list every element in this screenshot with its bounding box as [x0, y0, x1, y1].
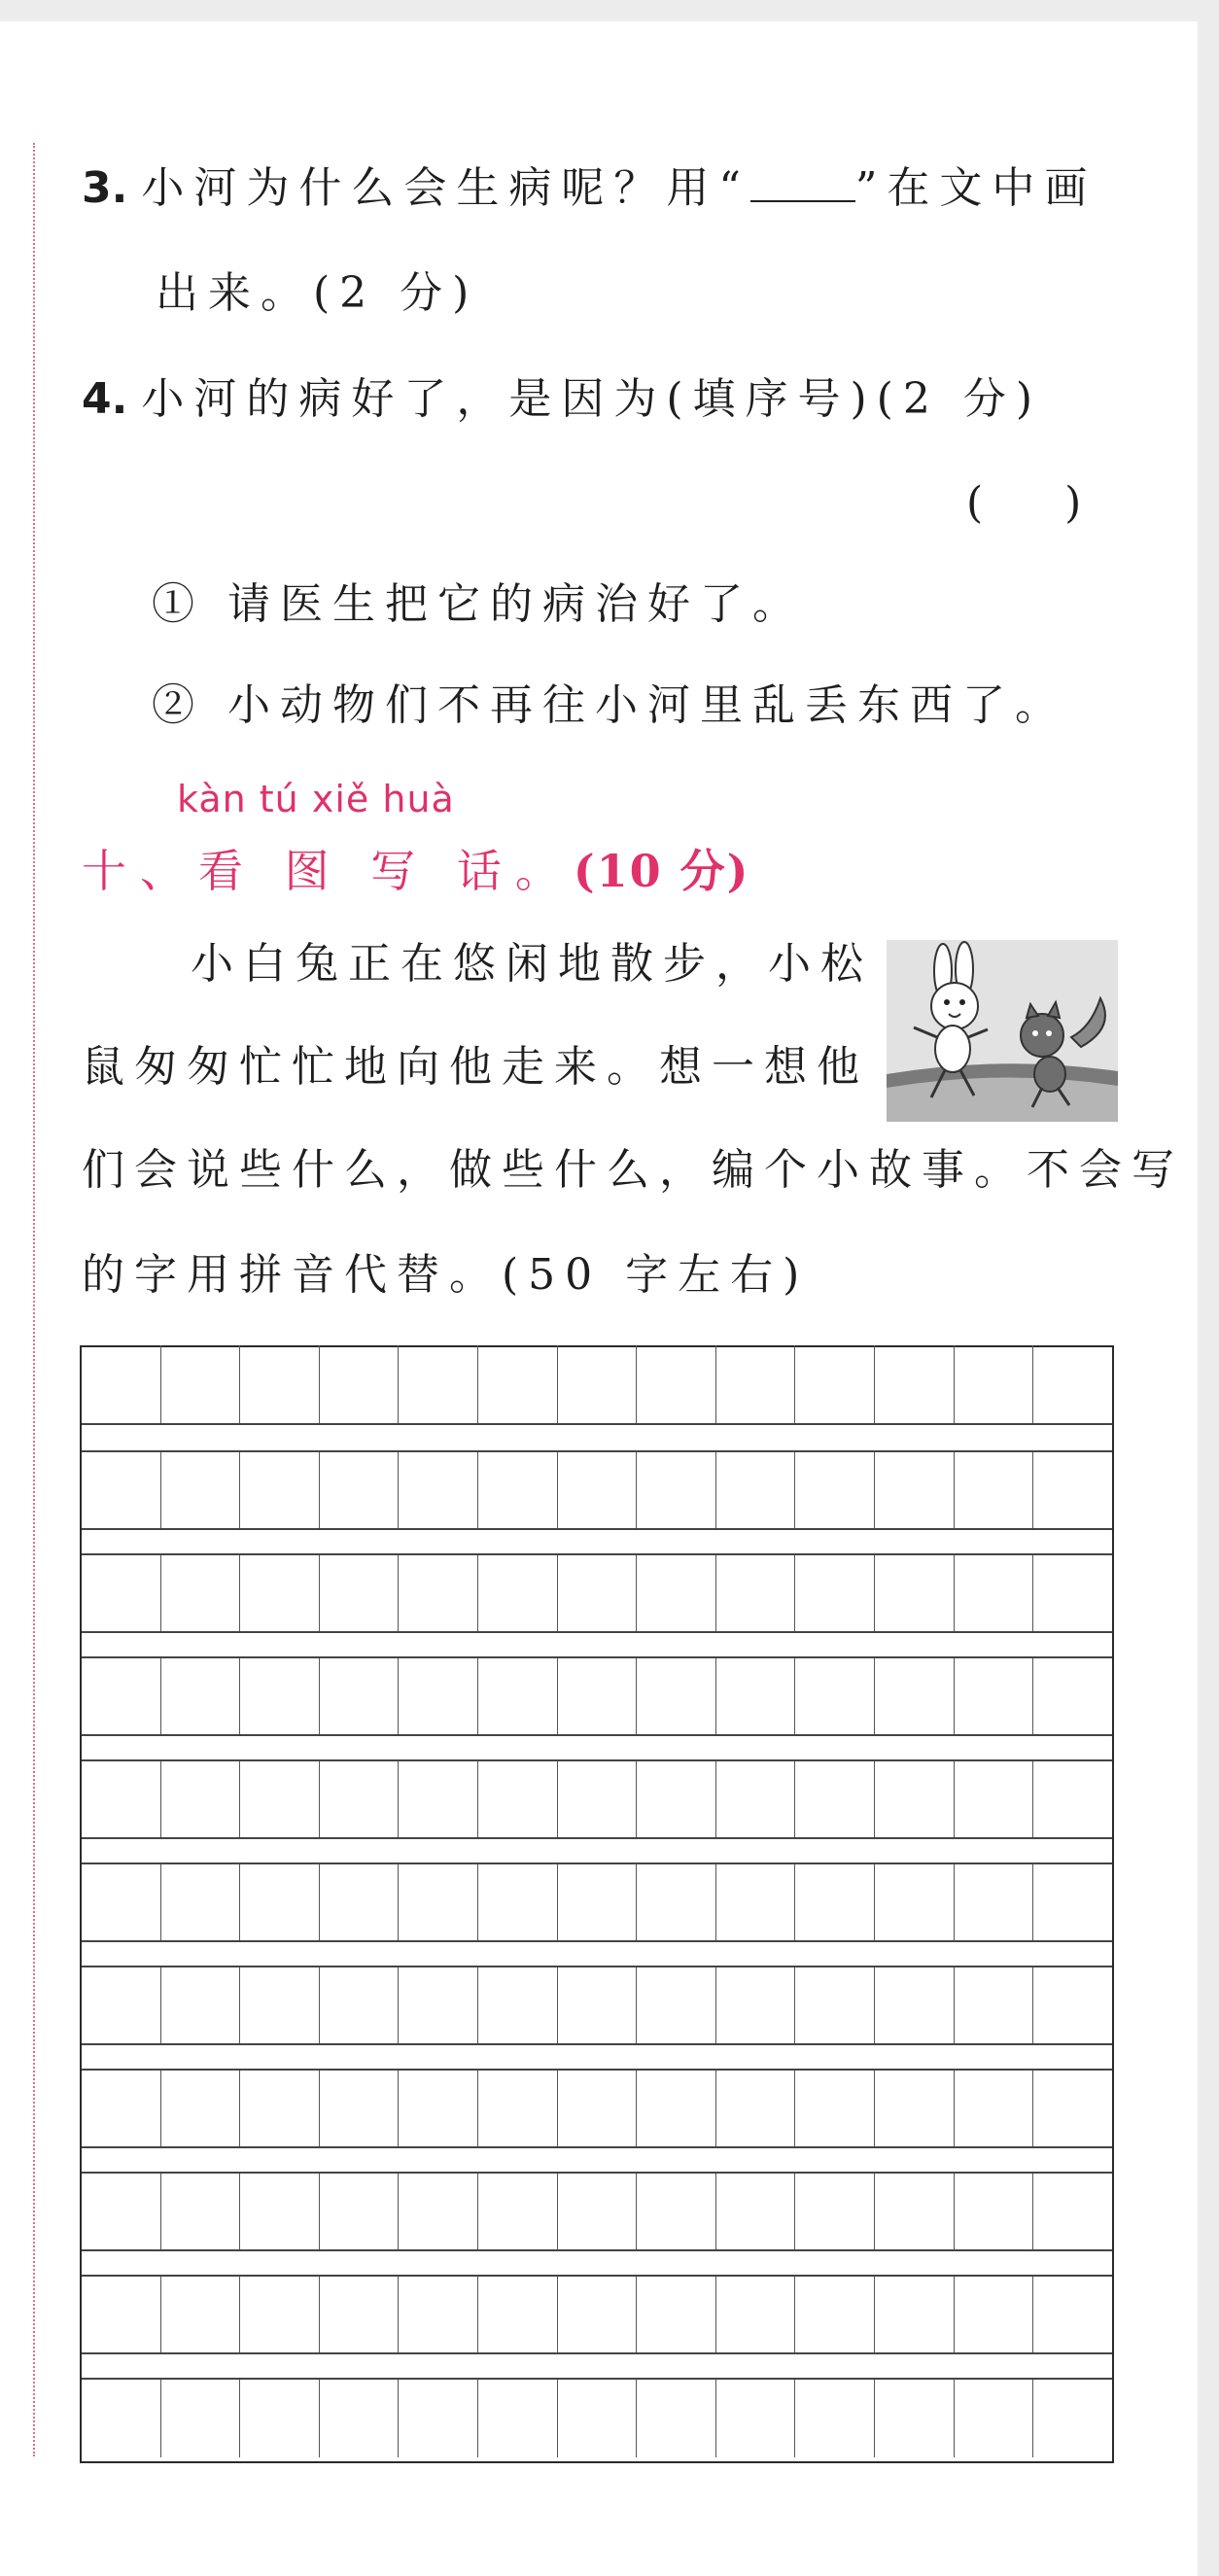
- grid-cell[interactable]: [240, 1345, 320, 1423]
- question-3-line-1: [82, 163, 1097, 213]
- question-4-option-1: ① 请医生把它的病治好了。: [152, 579, 805, 629]
- grid-cell[interactable]: [716, 2277, 796, 2352]
- grid-cell[interactable]: [558, 2277, 638, 2352]
- grid-cell[interactable]: [558, 1658, 638, 1734]
- grid-cell[interactable]: [637, 2380, 716, 2457]
- grid-cell[interactable]: [637, 1555, 716, 1631]
- grid-cell[interactable]: [716, 2380, 796, 2457]
- grid-cell[interactable]: [955, 1452, 1034, 1528]
- grid-cell[interactable]: [320, 2277, 400, 2352]
- grid-cell[interactable]: [1033, 1761, 1112, 1837]
- grid-cell[interactable]: [161, 2071, 241, 2146]
- grid-cell[interactable]: [399, 1967, 478, 2043]
- worksheet-page: [0, 21, 1198, 2576]
- grid-cell[interactable]: [716, 1967, 796, 2043]
- grid-cell[interactable]: [637, 2174, 716, 2249]
- grid-cell[interactable]: [240, 1864, 320, 1940]
- grid-cell[interactable]: [320, 1555, 400, 1631]
- grid-cell[interactable]: [82, 1345, 161, 1423]
- grid-cell[interactable]: [399, 1345, 478, 1423]
- grid-cell[interactable]: [399, 2174, 478, 2249]
- section-title-period: 。: [514, 845, 574, 897]
- grid-cell[interactable]: [320, 1967, 400, 2043]
- grid-cell[interactable]: [1033, 1864, 1112, 1940]
- grid-cell[interactable]: [240, 2174, 320, 2249]
- grid-cell[interactable]: [478, 2071, 558, 2146]
- grid-row: [82, 1450, 1112, 1530]
- section-pinyin: kàn tú xiě huà: [177, 778, 455, 820]
- grid-cell[interactable]: [1033, 1345, 1112, 1423]
- grid-cell[interactable]: [82, 2277, 161, 2352]
- grid-cell[interactable]: [320, 1452, 400, 1528]
- grid-cell[interactable]: [161, 1658, 241, 1734]
- grid-cell[interactable]: [240, 1658, 320, 1734]
- section-score: (10 分): [573, 845, 750, 897]
- grid-cell[interactable]: [320, 2071, 400, 2146]
- grid-cell[interactable]: [875, 1761, 955, 1837]
- grid-cell[interactable]: [955, 1761, 1034, 1837]
- grid-cell[interactable]: [795, 2277, 875, 2352]
- grid-cell[interactable]: [161, 1345, 241, 1423]
- grid-row: [82, 1966, 1112, 2045]
- prompt-line-1: 小白兔正在悠闲地散步，小松: [191, 939, 873, 989]
- grid-cell[interactable]: [478, 1555, 558, 1631]
- grid-cell[interactable]: [399, 1452, 478, 1528]
- grid-cell[interactable]: [240, 1555, 320, 1631]
- grid-cell[interactable]: [875, 2071, 955, 2146]
- question-3-text-b: ”在文中画: [854, 163, 1097, 213]
- grid-cell[interactable]: [795, 1761, 875, 1837]
- grid-cell[interactable]: [558, 1761, 638, 1837]
- grid-cell[interactable]: [955, 1345, 1034, 1423]
- question-4-text: 小河的病好了，是因为(填序号)(2 分): [141, 374, 1042, 424]
- grid-cell[interactable]: [955, 2071, 1034, 2146]
- grid-row: [82, 1345, 1112, 1425]
- grid-cell[interactable]: [478, 2277, 558, 2352]
- grid-cell[interactable]: [558, 2071, 638, 2146]
- grid-cell[interactable]: [716, 1658, 796, 1734]
- grid-cell[interactable]: [82, 1658, 161, 1734]
- grid-cell[interactable]: [795, 1452, 875, 1528]
- grid-cell[interactable]: [240, 1761, 320, 1837]
- grid-cell[interactable]: [399, 2380, 478, 2457]
- grid-cell[interactable]: [478, 1967, 558, 2043]
- grid-cell[interactable]: [478, 1345, 558, 1423]
- grid-cell[interactable]: [478, 2174, 558, 2249]
- grid-cell[interactable]: [795, 2174, 875, 2249]
- grid-cell[interactable]: [399, 1864, 478, 1940]
- grid-cell[interactable]: [716, 2071, 796, 2146]
- grid-cell[interactable]: [82, 1967, 161, 2043]
- grid-cell[interactable]: [637, 1452, 716, 1528]
- grid-cell[interactable]: [320, 1658, 400, 1734]
- section-title-words: 看 图 写 话: [198, 845, 515, 897]
- grid-cell[interactable]: [478, 1452, 558, 1528]
- grid-cell[interactable]: [1033, 2380, 1112, 2457]
- grid-cell[interactable]: [399, 1555, 478, 1631]
- grid-row: [82, 1759, 1112, 1839]
- grid-cell[interactable]: [795, 1658, 875, 1734]
- grid-cell[interactable]: [320, 1761, 400, 1837]
- grid-cell[interactable]: [1033, 1452, 1112, 1528]
- grid-row: [82, 1553, 1112, 1633]
- question-4-option-2: ② 小动物们不再往小河里乱丢东西了。: [152, 680, 1067, 730]
- rabbit-squirrel-illustration: [887, 940, 1118, 1122]
- grid-cell[interactable]: [240, 1967, 320, 2043]
- margin-dotted-line: [33, 143, 35, 2456]
- grid-cell[interactable]: [795, 1864, 875, 1940]
- grid-cell[interactable]: [795, 1967, 875, 2043]
- grid-cell[interactable]: [955, 2174, 1034, 2249]
- grid-cell[interactable]: [161, 1452, 241, 1528]
- grid-cell[interactable]: [1033, 2277, 1112, 2352]
- question-3-number: 3.: [82, 163, 128, 213]
- grid-cell[interactable]: [1033, 1555, 1112, 1631]
- grid-cell[interactable]: [161, 1555, 241, 1631]
- grid-cell[interactable]: [1033, 1967, 1112, 2043]
- grid-cell[interactable]: [637, 1345, 716, 1423]
- grid-row: [82, 2275, 1112, 2354]
- grid-row: [82, 1862, 1112, 1942]
- grid-cell[interactable]: [875, 1967, 955, 2043]
- grid-cell[interactable]: [82, 2174, 161, 2249]
- grid-cell[interactable]: [558, 1555, 638, 1631]
- grid-cell[interactable]: [399, 1658, 478, 1734]
- grid-cell[interactable]: [558, 1864, 638, 1940]
- answer-underline-blank: [750, 169, 855, 202]
- grid-cell[interactable]: [955, 1967, 1034, 2043]
- grid-cell[interactable]: [82, 1452, 161, 1528]
- prompt-line-2: 鼠匆匆忙忙地向他走来。想一想他: [82, 1042, 869, 1092]
- grid-cell[interactable]: [82, 1555, 161, 1631]
- rabbit-and-squirrel-icon: [887, 940, 1118, 1122]
- grid-cell[interactable]: [795, 1345, 875, 1423]
- grid-cell[interactable]: [558, 2380, 638, 2457]
- grid-cell[interactable]: [955, 1555, 1034, 1631]
- grid-cell[interactable]: [399, 2277, 478, 2352]
- grid-cell[interactable]: [320, 2174, 400, 2249]
- grid-cell[interactable]: [240, 2277, 320, 2352]
- grid-cell[interactable]: [1033, 1658, 1112, 1734]
- grid-cell[interactable]: [558, 1967, 638, 2043]
- grid-cell[interactable]: [558, 1345, 638, 1423]
- question-3-line-2: 出来。(2 分): [156, 268, 479, 318]
- grid-cell[interactable]: [875, 2380, 955, 2457]
- grid-row: [82, 2172, 1112, 2251]
- grid-cell[interactable]: [716, 1555, 796, 1631]
- grid-cell[interactable]: [399, 2071, 478, 2146]
- grid-cell[interactable]: [875, 1345, 955, 1423]
- prompt-line-3: 们会说些什么，做些什么，编个小故事。不会写: [82, 1145, 1184, 1195]
- section-number: 十、: [82, 845, 198, 897]
- answer-parentheses[interactable]: ( ): [966, 478, 1082, 528]
- grid-cell[interactable]: [161, 1864, 241, 1940]
- grid-cell[interactable]: [955, 1658, 1034, 1734]
- grid-cell[interactable]: [637, 1761, 716, 1837]
- grid-cell[interactable]: [716, 1761, 796, 1837]
- grid-cell[interactable]: [82, 1761, 161, 1837]
- grid-cell[interactable]: [82, 2071, 161, 2146]
- grid-cell[interactable]: [875, 2174, 955, 2249]
- grid-cell[interactable]: [161, 1967, 241, 2043]
- grid-cell[interactable]: [478, 1761, 558, 1837]
- grid-cell[interactable]: [637, 1658, 716, 1734]
- grid-cell[interactable]: [716, 1452, 796, 1528]
- grid-cell[interactable]: [558, 2174, 638, 2249]
- grid-cell[interactable]: [558, 1452, 638, 1528]
- grid-cell[interactable]: [161, 2277, 241, 2352]
- grid-cell[interactable]: [478, 2380, 558, 2457]
- grid-cell[interactable]: [161, 1761, 241, 1837]
- grid-cell[interactable]: [240, 2071, 320, 2146]
- grid-cell[interactable]: [1033, 2174, 1112, 2249]
- grid-cell[interactable]: [637, 2071, 716, 2146]
- grid-cell[interactable]: [875, 1658, 955, 1734]
- question-4-line-1: [82, 374, 1042, 424]
- grid-cell[interactable]: [1033, 2071, 1112, 2146]
- section-title: [82, 836, 749, 900]
- grid-cell[interactable]: [399, 1761, 478, 1837]
- grid-cell[interactable]: [82, 1864, 161, 1940]
- question-4-number: 4.: [82, 374, 128, 424]
- grid-cell[interactable]: [795, 1555, 875, 1631]
- grid-cell[interactable]: [161, 2380, 241, 2457]
- grid-cell[interactable]: [240, 1452, 320, 1528]
- grid-cell[interactable]: [955, 2277, 1034, 2352]
- grid-row: [82, 2378, 1112, 2457]
- grid-cell[interactable]: [637, 2277, 716, 2352]
- grid-cell[interactable]: [478, 1658, 558, 1734]
- grid-row: [82, 2069, 1112, 2148]
- grid-cell[interactable]: [875, 1864, 955, 1940]
- grid-cell[interactable]: [875, 1452, 955, 1528]
- grid-cell[interactable]: [240, 2380, 320, 2457]
- grid-cell[interactable]: [320, 1864, 400, 1940]
- grid-cell[interactable]: [875, 2277, 955, 2352]
- grid-cell[interactable]: [320, 1345, 400, 1423]
- grid-cell[interactable]: [478, 1864, 558, 1940]
- grid-cell[interactable]: [795, 2071, 875, 2146]
- grid-cell[interactable]: [955, 1864, 1034, 1940]
- grid-row: [82, 1656, 1112, 1736]
- grid-cell[interactable]: [716, 1345, 796, 1423]
- question-3-text-a: 小河为什么会生病呢？用“: [141, 163, 750, 213]
- grid-cell[interactable]: [716, 2174, 796, 2249]
- grid-cell[interactable]: [875, 1555, 955, 1631]
- grid-cell[interactable]: [161, 2174, 241, 2249]
- grid-cell[interactable]: [82, 2380, 161, 2457]
- grid-cell[interactable]: [716, 1864, 796, 1940]
- prompt-line-4: 的字用拼音代替。(50 字左右): [82, 1250, 810, 1300]
- grid-cell[interactable]: [637, 1967, 716, 2043]
- grid-cell[interactable]: [955, 2380, 1034, 2457]
- writing-grid[interactable]: [80, 1345, 1114, 2463]
- grid-cell[interactable]: [320, 2380, 400, 2457]
- grid-cell[interactable]: [637, 1864, 716, 1940]
- grid-cell[interactable]: [795, 2380, 875, 2457]
